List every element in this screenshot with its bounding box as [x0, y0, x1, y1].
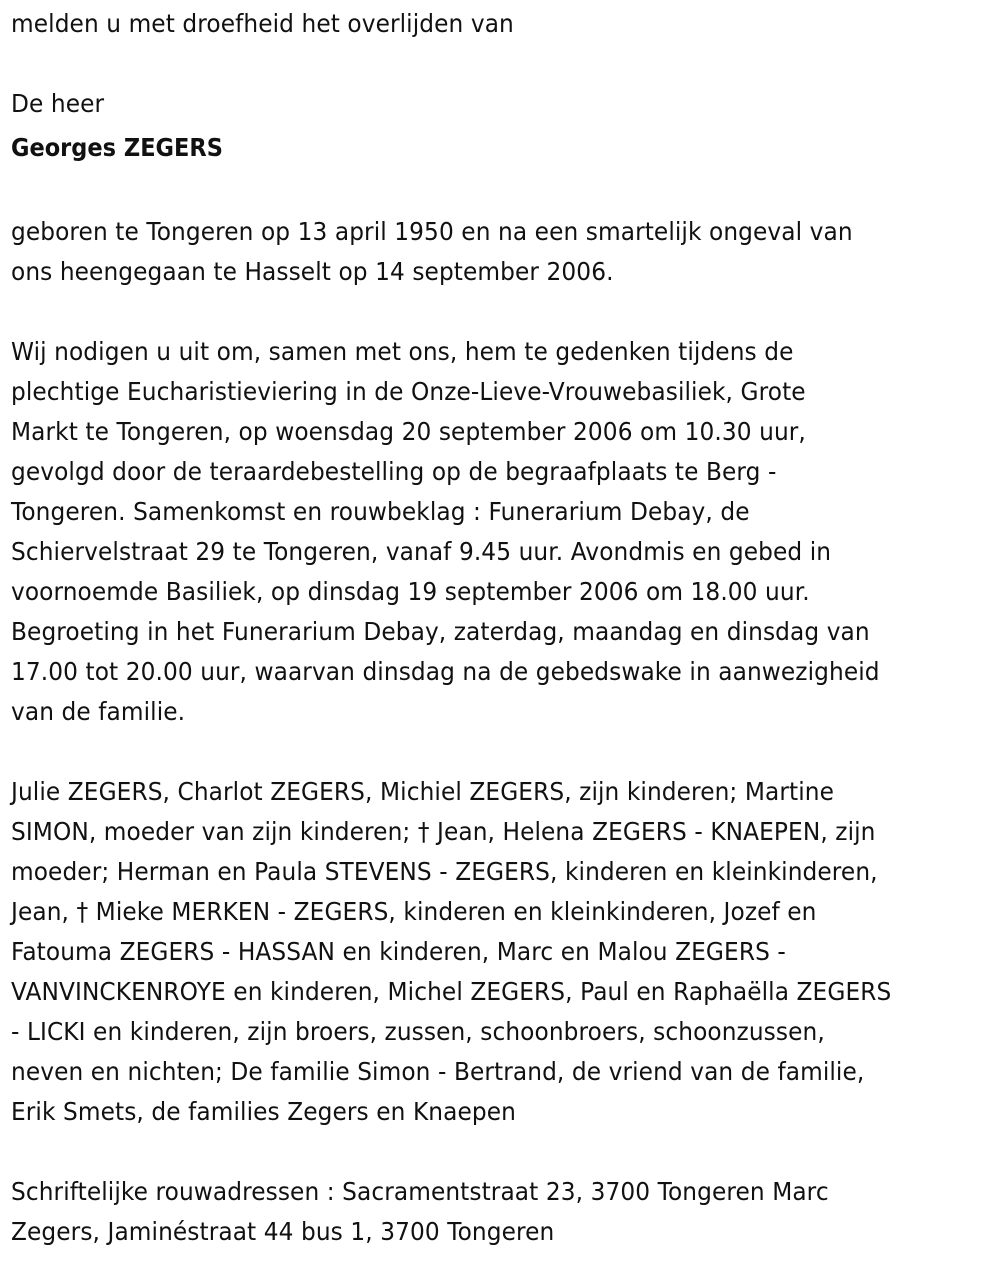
paragraph-line: SIMON, moeder van zijn kinderen; † Jean, Helena ZEGERS - KNAEPEN, zijn	[11, 817, 876, 846]
paragraph-line: Zegers, Jaminéstraat 44 bus 1, 3700 Tongeren	[11, 1217, 555, 1246]
paragraph-line: moeder; Herman en Paula STEVENS - ZEGERS, kinderen en kleinkinderen,	[11, 857, 878, 886]
paragraph-line: Wij nodigen u uit om, samen met ons, hem te gedenken tijdens de	[11, 337, 794, 366]
paragraph-line: ons heengegaan te Hasselt op 14 september 2006.	[11, 257, 614, 286]
addresses-paragraph	[11, 1172, 1000, 1252]
spacer	[11, 1132, 1000, 1172]
family-paragraph	[11, 772, 1000, 1132]
birth-death-paragraph	[11, 212, 1000, 292]
intro-text: melden u met droefheid het overlijden van	[11, 9, 514, 38]
paragraph-line: van de familie.	[11, 697, 186, 726]
paragraph-line: voornoemde Basiliek, op dinsdag 19 september 2006 om 18.00 uur.	[11, 577, 810, 606]
ceremony-paragraph	[11, 332, 1000, 732]
paragraph-line: gevolgd door de teraardebestelling op de begraafplaats te Berg -	[11, 457, 777, 486]
paragraph-line: 17.00 tot 20.00 uur, waarvan dinsdag na de gebedswake in aanwezigheid	[11, 657, 880, 686]
paragraph-line: plechtige Eucharistieviering in de Onze-Lieve-Vrouwebasiliek, Grote	[11, 377, 806, 406]
honorific: De heer	[11, 89, 105, 118]
paragraph-line: VANVINCKENROYE en kinderen, Michel ZEGERS, Paul en Raphaëlla ZEGERS	[11, 977, 892, 1006]
paragraph-line: Schiervelstraat 29 te Tongeren, vanaf 9.45 uur. Avondmis en gebed in	[11, 537, 832, 566]
paragraph-line: Markt te Tongeren, op woensdag 20 september 2006 om 10.30 uur,	[11, 417, 806, 446]
paragraph-line: geboren te Tongeren op 13 april 1950 en na een smartelijk ongeval van	[11, 217, 853, 246]
paragraph-line: Begroeting in het Funerarium Debay, zaterdag, maandag en dinsdag van	[11, 617, 870, 646]
paragraph-line: Julie ZEGERS, Charlot ZEGERS, Michiel ZEGERS, zijn kinderen; Martine	[11, 777, 834, 806]
paragraph-line: Tongeren. Samenkomst en rouwbeklag : Funerarium Debay, de	[11, 497, 750, 526]
spacer	[11, 732, 1000, 772]
paragraph-line: Jean, † Mieke MERKEN - ZEGERS, kinderen en kleinkinderen, Jozef en	[11, 897, 817, 926]
paragraph-line: Fatouma ZEGERS - HASSAN en kinderen, Marc en Malou ZEGERS -	[11, 937, 786, 966]
paragraph-line: - LICKI en kinderen, zijn broers, zussen, schoonbroers, schoonzussen,	[11, 1017, 825, 1046]
paragraph-line: neven en nichten; De familie Simon - Bertrand, de vriend van de familie,	[11, 1057, 865, 1086]
spacer	[11, 292, 1000, 332]
deceased-name: Georges ZEGERS	[11, 133, 223, 162]
spacer	[11, 172, 1000, 212]
paragraph-line: Schriftelijke rouwadressen : Sacramentstraat 23, 3700 Tongeren Marc	[11, 1177, 829, 1206]
paragraph-line: Erik Smets, de families Zegers en Knaepen	[11, 1097, 516, 1126]
spacer	[11, 44, 1000, 84]
